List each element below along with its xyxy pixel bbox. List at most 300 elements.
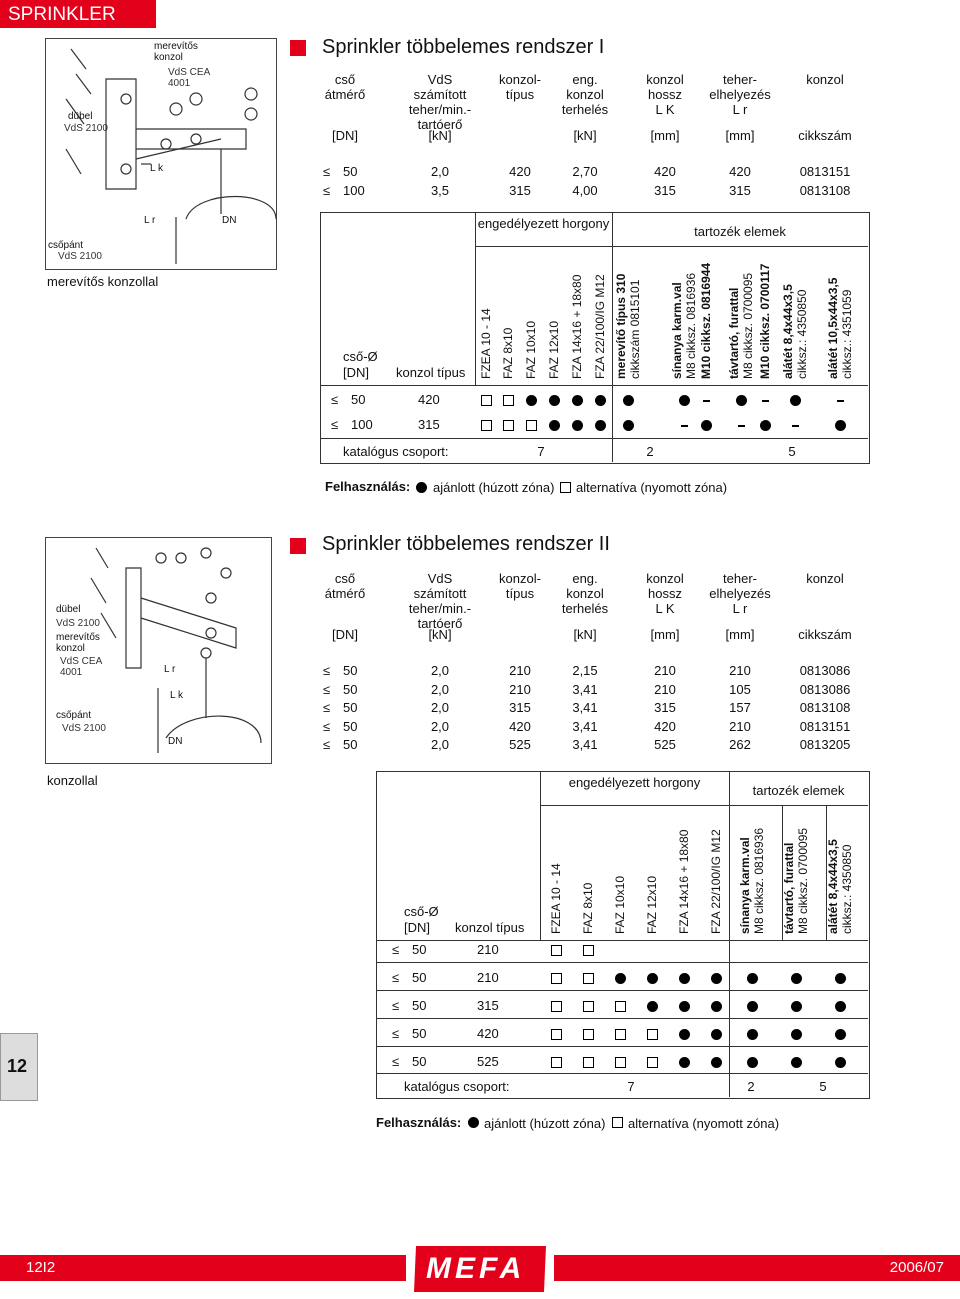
- row-divider: [376, 940, 868, 941]
- usage-label: Felhasználás:: [325, 479, 411, 494]
- catalog-value: 7: [537, 444, 545, 459]
- alternative-square-icon: [503, 395, 514, 406]
- footer-page-ref: [0, 1255, 76, 1281]
- label-dn-2: DN: [168, 736, 183, 747]
- column-header: konzol: [646, 571, 684, 586]
- column-header: cikkszám: [798, 627, 852, 642]
- column-header: típus: [505, 87, 535, 102]
- column-header: terhelés: [561, 102, 609, 117]
- column-header: L r: [732, 601, 748, 616]
- recommended-dot-icon: [595, 395, 606, 406]
- usage-label: Felhasználás:: [376, 1115, 462, 1130]
- alternative-square-icon: [615, 1057, 626, 1068]
- usage-alternative: alternatíva (nyomott zóna): [576, 480, 728, 495]
- recommended-dot-icon: [835, 1029, 846, 1040]
- header-divider: [475, 246, 868, 247]
- header-pipe: cső-Ø: [404, 904, 439, 919]
- footer-bar-left: [76, 1255, 406, 1281]
- recommended-dot-icon: [647, 973, 658, 984]
- table-cell: 210: [654, 681, 676, 697]
- table-cell: 2,0: [430, 681, 450, 697]
- recommended-dot-icon: [623, 395, 634, 406]
- alternative-square-icon: [583, 973, 594, 984]
- le-icon: ≤: [323, 737, 331, 752]
- recommended-dot-icon: [623, 420, 634, 431]
- alternative-square-icon: [583, 1057, 594, 1068]
- not-applicable-dash-icon: [738, 425, 745, 427]
- column-header: teher-: [723, 571, 757, 586]
- alternative-square-icon: [583, 1001, 594, 1012]
- column-header: tartóerő: [417, 616, 463, 631]
- anchor-col-header: FZA 22/100/IG M12: [593, 274, 607, 379]
- side-label-2: konzollal: [47, 773, 98, 788]
- column-header: konzol-: [499, 72, 541, 87]
- footer-date: 2006/07: [889, 1259, 944, 1276]
- alternative-square-icon: [615, 1029, 626, 1040]
- label-dubel-2: dübel: [56, 604, 81, 615]
- table-cell: 315: [418, 417, 440, 432]
- recommended-dot-icon: [835, 1001, 846, 1012]
- accessory-name: alátét 8,4x44x3,5: [781, 284, 795, 379]
- alternative-square-icon: [551, 1001, 562, 1012]
- table-cell: 50: [412, 1054, 427, 1069]
- header-pipe: cső-Ø: [343, 349, 378, 364]
- footer-bar-right: [554, 1255, 960, 1281]
- catalog-value: 2: [646, 444, 654, 459]
- le-icon: ≤: [392, 1026, 400, 1041]
- anchor-col-header: FAZ 10x10: [613, 875, 627, 934]
- alternative-square-icon: [615, 1001, 626, 1012]
- table-cell: 50: [351, 392, 366, 407]
- le-icon: ≤: [323, 681, 331, 697]
- label-merevito-2: merevítős konzol: [56, 632, 100, 654]
- table-cell: 50: [412, 1026, 427, 1041]
- column-header: [mm]: [725, 627, 755, 642]
- column-header: [DN]: [332, 128, 358, 143]
- column-header: [kN]: [428, 128, 452, 143]
- table-cell: 210: [509, 681, 531, 697]
- label-merevito-std-2: VdS CEA 4001: [60, 656, 102, 678]
- brand-name: MEFA: [426, 1252, 526, 1285]
- catalog-label: katalógus csoport:: [343, 444, 449, 459]
- table-cell: 2,0: [430, 663, 450, 678]
- le-icon: ≤: [392, 970, 400, 985]
- recommended-dot-icon: [468, 1117, 479, 1128]
- column-header: cső: [334, 571, 356, 586]
- table-cell: 2,0: [430, 700, 450, 715]
- header-anchor: engedélyezett horgony: [477, 216, 610, 231]
- recommended-dot-icon: [711, 1057, 722, 1068]
- table-cell: 50: [343, 700, 358, 715]
- table-cell: 420: [729, 164, 751, 179]
- column-header: hossz: [648, 87, 682, 102]
- catalog-value: 5: [819, 1079, 827, 1094]
- column-header: VdS: [427, 72, 453, 87]
- le-icon: ≤: [323, 718, 331, 734]
- table-cell: 0813086: [799, 681, 851, 697]
- table-cell: 100: [343, 183, 365, 198]
- label-dn: DN: [222, 215, 237, 226]
- recommended-dot-icon: [736, 395, 747, 406]
- table-cell: 3,41: [572, 700, 598, 715]
- accessory-code: cikksz.: 4350850: [840, 844, 854, 934]
- table-cell: 210: [477, 970, 499, 985]
- not-applicable-dash-icon: [792, 425, 799, 427]
- column-header: tartóerő: [417, 117, 463, 132]
- table-cell: 50: [412, 970, 427, 985]
- column-header: [kN]: [428, 627, 452, 642]
- recommended-dot-icon: [747, 1057, 758, 1068]
- alternative-square-icon: [583, 945, 594, 956]
- recommended-dot-icon: [572, 420, 583, 431]
- col-divider: [826, 805, 827, 940]
- table-cell: 0813205: [799, 737, 851, 752]
- label-dubel-std: VdS 2100: [64, 123, 108, 134]
- table-cell: 420: [418, 392, 440, 407]
- table-cell: 157: [729, 700, 751, 715]
- table-cell: 262: [729, 737, 751, 752]
- table-cell: 50: [343, 718, 358, 734]
- recommended-dot-icon: [791, 1029, 802, 1040]
- table-cell: 525: [509, 737, 531, 752]
- row-divider: [376, 1018, 868, 1019]
- table-cell: 315: [654, 183, 676, 198]
- table-cell: 315: [654, 700, 676, 715]
- accessory-name: alátét 10,5x44x3,5: [826, 277, 840, 379]
- figure-system-1: [45, 38, 277, 270]
- anchor-col-header: FZEA 10 - 14: [549, 863, 563, 934]
- title-marker-2: [290, 538, 306, 554]
- column-header: konzol: [806, 72, 844, 87]
- page-tab-number: 12: [7, 1056, 28, 1076]
- table-cell: 2,0: [430, 737, 450, 752]
- column-header: [kN]: [573, 128, 597, 143]
- label-merevito-std: VdS CEA 4001: [168, 67, 210, 89]
- column-header: L r: [732, 102, 748, 117]
- table-cell: 420: [509, 718, 531, 734]
- table-cell: 3,41: [572, 681, 598, 697]
- label-csopant-1: csőpánt: [48, 240, 84, 251]
- column-header: konzol: [566, 87, 604, 102]
- column-header: teher/min.-: [408, 601, 472, 616]
- recommended-dot-icon: [549, 395, 560, 406]
- column-header: [mm]: [650, 128, 680, 143]
- col-divider: [729, 771, 730, 1097]
- recommended-dot-icon: [701, 420, 712, 431]
- recommended-dot-icon: [711, 1029, 722, 1040]
- table-cell: 0813108: [799, 183, 851, 198]
- recommended-dot-icon: [526, 395, 537, 406]
- alternative-square-icon: [551, 1057, 562, 1068]
- table-cell: 50: [412, 942, 427, 957]
- accessory-code: cikksz.: 4351059: [840, 289, 854, 379]
- header-pipe-unit: [DN]: [343, 365, 369, 380]
- table-cell: 2,15: [572, 663, 598, 678]
- column-header: [kN]: [573, 627, 597, 642]
- le-icon: ≤: [392, 942, 400, 957]
- anchor-col-header: FZA 14x16 + 18x80: [677, 829, 691, 934]
- table-cell: 315: [729, 183, 751, 198]
- table-cell: 50: [412, 998, 427, 1013]
- column-header: teher/min.-: [408, 102, 472, 117]
- column-header: konzol-: [499, 571, 541, 586]
- page-tab: [0, 1033, 38, 1101]
- column-header: hossz: [648, 586, 682, 601]
- row-divider: [376, 990, 868, 991]
- recommended-dot-icon: [791, 1001, 802, 1012]
- section-tab: [0, 0, 156, 28]
- column-header: terhelés: [561, 601, 609, 616]
- table-cell: 3,41: [572, 718, 598, 734]
- header-accessories: tartozék elemek: [694, 224, 786, 239]
- accessory-code: M8 cikksz. 0816936: [684, 272, 698, 379]
- alternative-square-icon: [551, 945, 562, 956]
- section-label: SPRINKLER: [8, 4, 116, 25]
- table-cell: 50: [343, 663, 358, 678]
- catalog-value: 7: [627, 1079, 635, 1094]
- row-divider: [320, 385, 868, 386]
- alternative-square-icon: [583, 1029, 594, 1040]
- le-icon: ≤: [331, 417, 339, 432]
- recommended-dot-icon: [711, 1001, 722, 1012]
- col-divider: [540, 771, 541, 940]
- not-applicable-dash-icon: [703, 400, 710, 402]
- table-cell: 210: [509, 663, 531, 678]
- column-header: VdS: [427, 571, 453, 586]
- column-header: teher-: [723, 72, 757, 87]
- column-header: [DN]: [332, 627, 358, 642]
- table-cell: 0813151: [799, 164, 851, 179]
- table-cell: 50: [343, 164, 358, 179]
- accessory-name: merevítő típus 310: [614, 273, 628, 379]
- title-system-2: Sprinkler többelemes rendszer II: [322, 533, 610, 555]
- alternative-square-icon: [647, 1029, 658, 1040]
- recommended-dot-icon: [747, 1001, 758, 1012]
- table-cell: 210: [729, 718, 751, 734]
- accessory-code: cikkszám 0815101: [628, 279, 642, 379]
- le-icon: ≤: [323, 700, 331, 715]
- table-cell: 2,0: [430, 718, 450, 734]
- row-divider: [376, 1046, 868, 1047]
- usage-recommended: ajánlott (húzott zóna): [484, 1116, 606, 1131]
- column-header: típus: [505, 586, 535, 601]
- accessory-name: M10 cikksz. 0700117: [758, 263, 772, 379]
- not-applicable-dash-icon: [681, 425, 688, 427]
- col-divider: [782, 805, 783, 940]
- recommended-dot-icon: [711, 973, 722, 984]
- column-header: [mm]: [650, 627, 680, 642]
- recommended-dot-icon: [615, 973, 626, 984]
- title-system-1: Sprinkler többelemes rendszer I: [322, 36, 605, 58]
- table-cell: 525: [477, 1054, 499, 1069]
- label-lk-2: L k: [170, 690, 183, 701]
- recommended-dot-icon: [679, 973, 690, 984]
- table-cell: 0813108: [799, 700, 851, 715]
- table-cell: 420: [509, 164, 531, 179]
- label-dubel-std-2: VdS 2100: [56, 618, 100, 629]
- anchor-col-header: FZA 22/100/IG M12: [709, 829, 723, 934]
- not-applicable-dash-icon: [762, 400, 769, 402]
- col-divider: [612, 212, 613, 462]
- bracket-drawing-1: [46, 39, 276, 269]
- column-header: számított: [413, 87, 467, 102]
- header-konzol-type: konzol típus: [455, 920, 525, 935]
- alternative-square-icon: [481, 395, 492, 406]
- not-applicable-dash-icon: [837, 400, 844, 402]
- table-cell: 420: [654, 718, 676, 734]
- row-divider: [376, 1073, 868, 1074]
- header-pipe-unit: [DN]: [404, 920, 430, 935]
- brand-logo: [406, 1244, 554, 1294]
- anchor-col-header: FAZ 8x10: [581, 882, 595, 934]
- col-divider: [475, 212, 476, 385]
- table-cell: 3,5: [430, 183, 450, 198]
- accessory-code: cikksz.: 4350850: [795, 289, 809, 379]
- column-header: L K: [655, 601, 675, 616]
- usage-alternative: alternatíva (nyomott zóna): [628, 1116, 780, 1131]
- anchor-col-header: FAZ 12x10: [547, 320, 561, 379]
- table-cell: 3,41: [572, 737, 598, 752]
- column-header: átmérő: [324, 586, 366, 601]
- usage-recommended: ajánlott (húzott zóna): [433, 480, 555, 495]
- table-cell: 420: [654, 164, 676, 179]
- anchor-col-header: FAZ 12x10: [645, 875, 659, 934]
- column-header: cikkszám: [798, 128, 852, 143]
- table-cell: 2,0: [430, 164, 450, 179]
- label-lr: L r: [144, 215, 156, 226]
- accessory-code: M8 cikksz. 0700095: [796, 827, 810, 934]
- accessory-name: sínanya karm.val: [738, 837, 752, 934]
- recommended-dot-icon: [679, 1057, 690, 1068]
- recommended-dot-icon: [791, 973, 802, 984]
- label-csopant-std-2: VdS 2100: [62, 723, 106, 734]
- recommended-dot-icon: [595, 420, 606, 431]
- recommended-dot-icon: [549, 420, 560, 431]
- table-cell: 0813151: [799, 718, 851, 734]
- alternative-square-icon: [551, 973, 562, 984]
- accessory-name: sínanya karm.val: [670, 282, 684, 379]
- recommended-dot-icon: [679, 1029, 690, 1040]
- table-cell: 50: [343, 737, 358, 752]
- column-header: eng.: [572, 571, 598, 586]
- anchor-col-header: FZA 14x16 + 18x80: [570, 274, 584, 379]
- table-cell: 210: [477, 942, 499, 957]
- recommended-dot-icon: [835, 420, 846, 431]
- recommended-dot-icon: [791, 1057, 802, 1068]
- table-cell: 315: [509, 700, 531, 715]
- column-header: elhelyezés: [709, 87, 771, 102]
- column-header: eng.: [572, 72, 598, 87]
- recommended-dot-icon: [647, 1001, 658, 1012]
- recommended-dot-icon: [747, 973, 758, 984]
- label-lk: L k: [150, 163, 163, 174]
- column-header: átmérő: [324, 87, 366, 102]
- column-header: konzol: [806, 571, 844, 586]
- le-icon: ≤: [323, 164, 331, 179]
- recommended-dot-icon: [679, 1001, 690, 1012]
- label-merevito: merevítős konzol: [154, 41, 198, 63]
- table-cell: 0813086: [799, 663, 851, 678]
- catalog-value: 5: [788, 444, 796, 459]
- accessory-code: M8 cikksz. 0816936: [752, 827, 766, 934]
- footer-page-ref-text: 12I2: [26, 1259, 56, 1276]
- le-icon: ≤: [323, 183, 331, 198]
- side-label-1: merevítős konzollal: [47, 274, 159, 289]
- table-cell: 2,70: [572, 164, 598, 179]
- accessory-name: alátét 8,4x44x3,5: [826, 839, 840, 934]
- table-cell: 4,00: [572, 183, 598, 198]
- table-cell: 105: [729, 681, 751, 697]
- recommended-dot-icon: [572, 395, 583, 406]
- label-csopant-2: csőpánt: [56, 710, 92, 721]
- alternative-square-icon: [560, 482, 571, 493]
- recommended-dot-icon: [835, 1057, 846, 1068]
- alternative-square-icon: [526, 420, 537, 431]
- column-header: L K: [655, 102, 675, 117]
- le-icon: ≤: [392, 1054, 400, 1069]
- column-header: [mm]: [725, 128, 755, 143]
- le-icon: ≤: [392, 998, 400, 1013]
- table-cell: 420: [477, 1026, 499, 1041]
- table-border: [376, 771, 870, 1099]
- accessory-code: M8 cikksz. 0700095: [741, 272, 755, 379]
- catalog-value: 2: [747, 1079, 755, 1094]
- anchor-col-header: FZEA 10 - 14: [479, 308, 493, 379]
- table-cell: 210: [654, 663, 676, 678]
- recommended-dot-icon: [747, 1029, 758, 1040]
- label-dubel: dübel: [68, 111, 93, 122]
- anchor-col-header: FAZ 8x10: [501, 327, 515, 379]
- table-cell: 210: [729, 663, 751, 678]
- column-header: cső: [334, 72, 356, 87]
- label-csopant-std-1: VdS 2100: [58, 251, 102, 262]
- recommended-dot-icon: [416, 482, 427, 493]
- alternative-square-icon: [612, 1117, 623, 1128]
- anchor-col-header: FAZ 10x10: [524, 320, 538, 379]
- table-cell: 100: [351, 417, 373, 432]
- column-header: konzol: [566, 586, 604, 601]
- table-cell: 525: [654, 737, 676, 752]
- header-anchor: engedélyezett horgony: [568, 775, 701, 790]
- label-lr-2: L r: [164, 664, 176, 675]
- header-accessories: tartozék elemek: [752, 783, 845, 798]
- le-icon: ≤: [323, 663, 331, 678]
- alternative-square-icon: [551, 1029, 562, 1040]
- table-cell: 50: [343, 681, 358, 697]
- header-konzol-type: konzol típus: [396, 365, 466, 380]
- le-icon: ≤: [331, 392, 339, 407]
- alternative-square-icon: [503, 420, 514, 431]
- accessory-name: távtartó, furattal: [782, 842, 796, 934]
- column-header: elhelyezés: [709, 586, 771, 601]
- catalog-label: katalógus csoport:: [404, 1079, 510, 1094]
- recommended-dot-icon: [679, 395, 690, 406]
- table-cell: 315: [477, 998, 499, 1013]
- recommended-dot-icon: [760, 420, 771, 431]
- title-marker-1: [290, 40, 306, 56]
- column-header: konzol: [646, 72, 684, 87]
- row-divider: [320, 438, 868, 439]
- column-header: számított: [413, 586, 467, 601]
- table-cell: 315: [509, 183, 531, 198]
- recommended-dot-icon: [790, 395, 801, 406]
- header-divider: [540, 805, 868, 806]
- alternative-square-icon: [481, 420, 492, 431]
- alternative-square-icon: [647, 1057, 658, 1068]
- accessory-name: távtartó, furattal: [727, 287, 741, 379]
- recommended-dot-icon: [835, 973, 846, 984]
- row-divider: [376, 962, 868, 963]
